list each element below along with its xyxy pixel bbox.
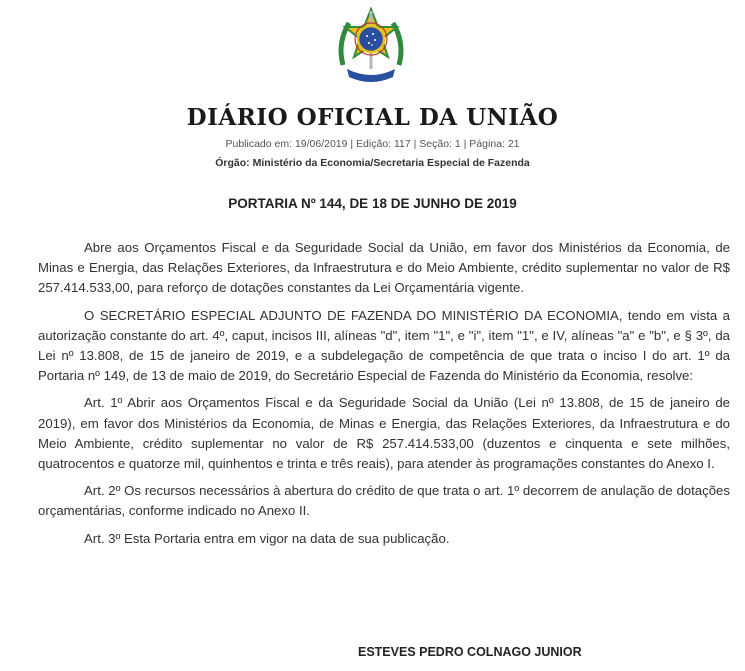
preamble-paragraph: O SECRETÁRIO ESPECIAL ADJUNTO DE FAZENDA DO MINISTÉRIO DA ECONOMIA, tendo em vista a autorização constante do art. 4º, caput, incisos III, alíneas "d", item "1", e "i", item "1", e IV, alíneas "a" e "b", e § 3º, da Lei nº 13.808, de 15 de janeiro de 2019, e a subdelegação de competência de que trata o inciso I do art. 1º da Portaria nº 149, de 13 de maio de 2019, do Secretário Especial de Fazenda do Ministério da Economia, resolve: — [38, 307, 730, 384]
signature: ESTEVES PEDRO COLNAGO JUNIOR — [358, 645, 582, 659]
brazil-coat-of-arms-icon — [333, 7, 409, 87]
document-body — [38, 238, 730, 556]
portaria-title: PORTARIA Nº 144, DE 18 DE JUNHO DE 2019 — [228, 196, 517, 211]
ementa-paragraph: Abre aos Orçamentos Fiscal e da Seguridade Social da União, em favor dos Ministérios da Economia, de Minas e Energia, das Relações Exteriores, da Infraestrutura e do Meio Ambiente, crédito suplementar no valor de R$ 257.414.533,00, para reforço de dotações constantes da Lei Orçamentária vigente. — [38, 240, 730, 296]
article-2-paragraph: Art. 2º Os recursos necessários à abertura do crédito de que trata o art. 1º decorrem de anulação de dotações orçamentárias, conforme indicado no Anexo II. — [38, 483, 730, 519]
article-3-paragraph: Art. 3º Esta Portaria entra em vigor na data de sua publicação. — [84, 530, 450, 546]
orgao-line: Órgão: Ministério da Economia/Secretaria Especial de Fazenda — [215, 157, 530, 169]
article-1-paragraph: Art. 1º Abrir aos Orçamentos Fiscal e da Seguridade Social da União (Lei nº 13.808, de 15 de janeiro de 2019), em favor dos Ministérios da Economia, de Minas e Energia, das Relações Exteriores, da Infraestrutura e do Meio Ambiente, crédito suplementar no valor de R$ 257.414.533,00 (duzentos e cinquenta e sete milhões, quatrocentos e quatorze mil, quinhentos e trinta e três reais), para atender às programações constantes do Anexo I. — [38, 395, 730, 472]
publication-info: Publicado em: 19/06/2019 | Edição: 117 | Seção: 1 | Página: 21 — [225, 138, 520, 150]
gazette-title: DIÁRIO OFICIAL DA UNIÃO — [186, 104, 559, 131]
